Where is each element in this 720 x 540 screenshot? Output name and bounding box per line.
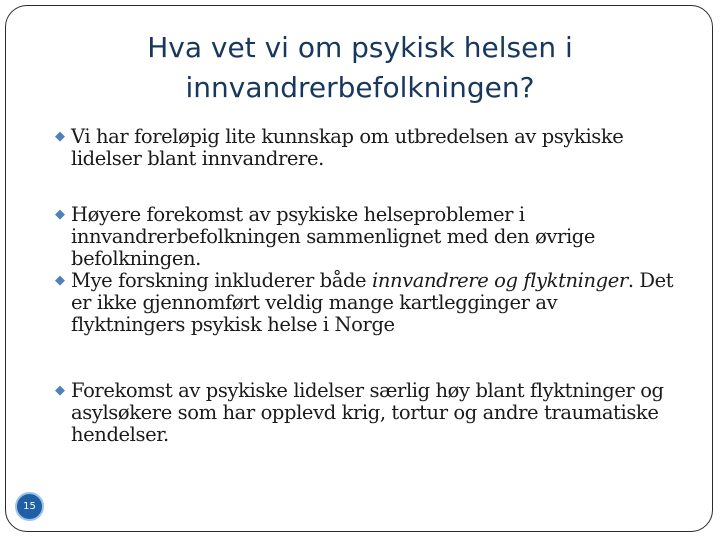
slide-body xyxy=(54,126,674,446)
bullet-arrow-icon: ◆ xyxy=(55,383,65,398)
bullet-arrow-icon: ◆ xyxy=(55,207,65,222)
bullet-arrow-icon: ◆ xyxy=(55,129,65,144)
title-line-1: Hva vet vi om psykisk helsen i xyxy=(147,31,573,64)
bullet-text-before: Mye forskning inkluderer både xyxy=(71,269,372,292)
bullet-item xyxy=(54,380,674,446)
bullet-text-after: . Det er ikke gjennomført veldig mange kartlegginger av flyktningers psykisk helse i Norge xyxy=(71,269,674,336)
page-number-badge: 15 xyxy=(15,492,44,521)
title-line-2: innvandrerbefolkningen? xyxy=(185,71,535,104)
bullet-text: Forekomst av psykiske lidelser særlig høy blant flyktninger og asylsøkere som har opplevd krig, tortur og andre traumatiske hendelser. xyxy=(71,379,664,446)
bullet-text: Høyere forekomst av psykiske helseproblemer i innvandrerbefolkningen sammenlignet med den øvrige befolkningen. xyxy=(71,203,596,270)
bullet-item xyxy=(54,270,674,336)
bullet-text: Vi har foreløpig lite kunnskap om utbredelsen av psykiske lidelser blant innvandrere. xyxy=(71,125,624,170)
bullet-text-italic: innvandrere og flyktninger xyxy=(372,269,628,292)
slide-title xyxy=(0,28,720,108)
bullet-item xyxy=(54,126,674,170)
bullet-arrow-icon: ◆ xyxy=(55,273,65,288)
bullet-item xyxy=(54,204,674,270)
